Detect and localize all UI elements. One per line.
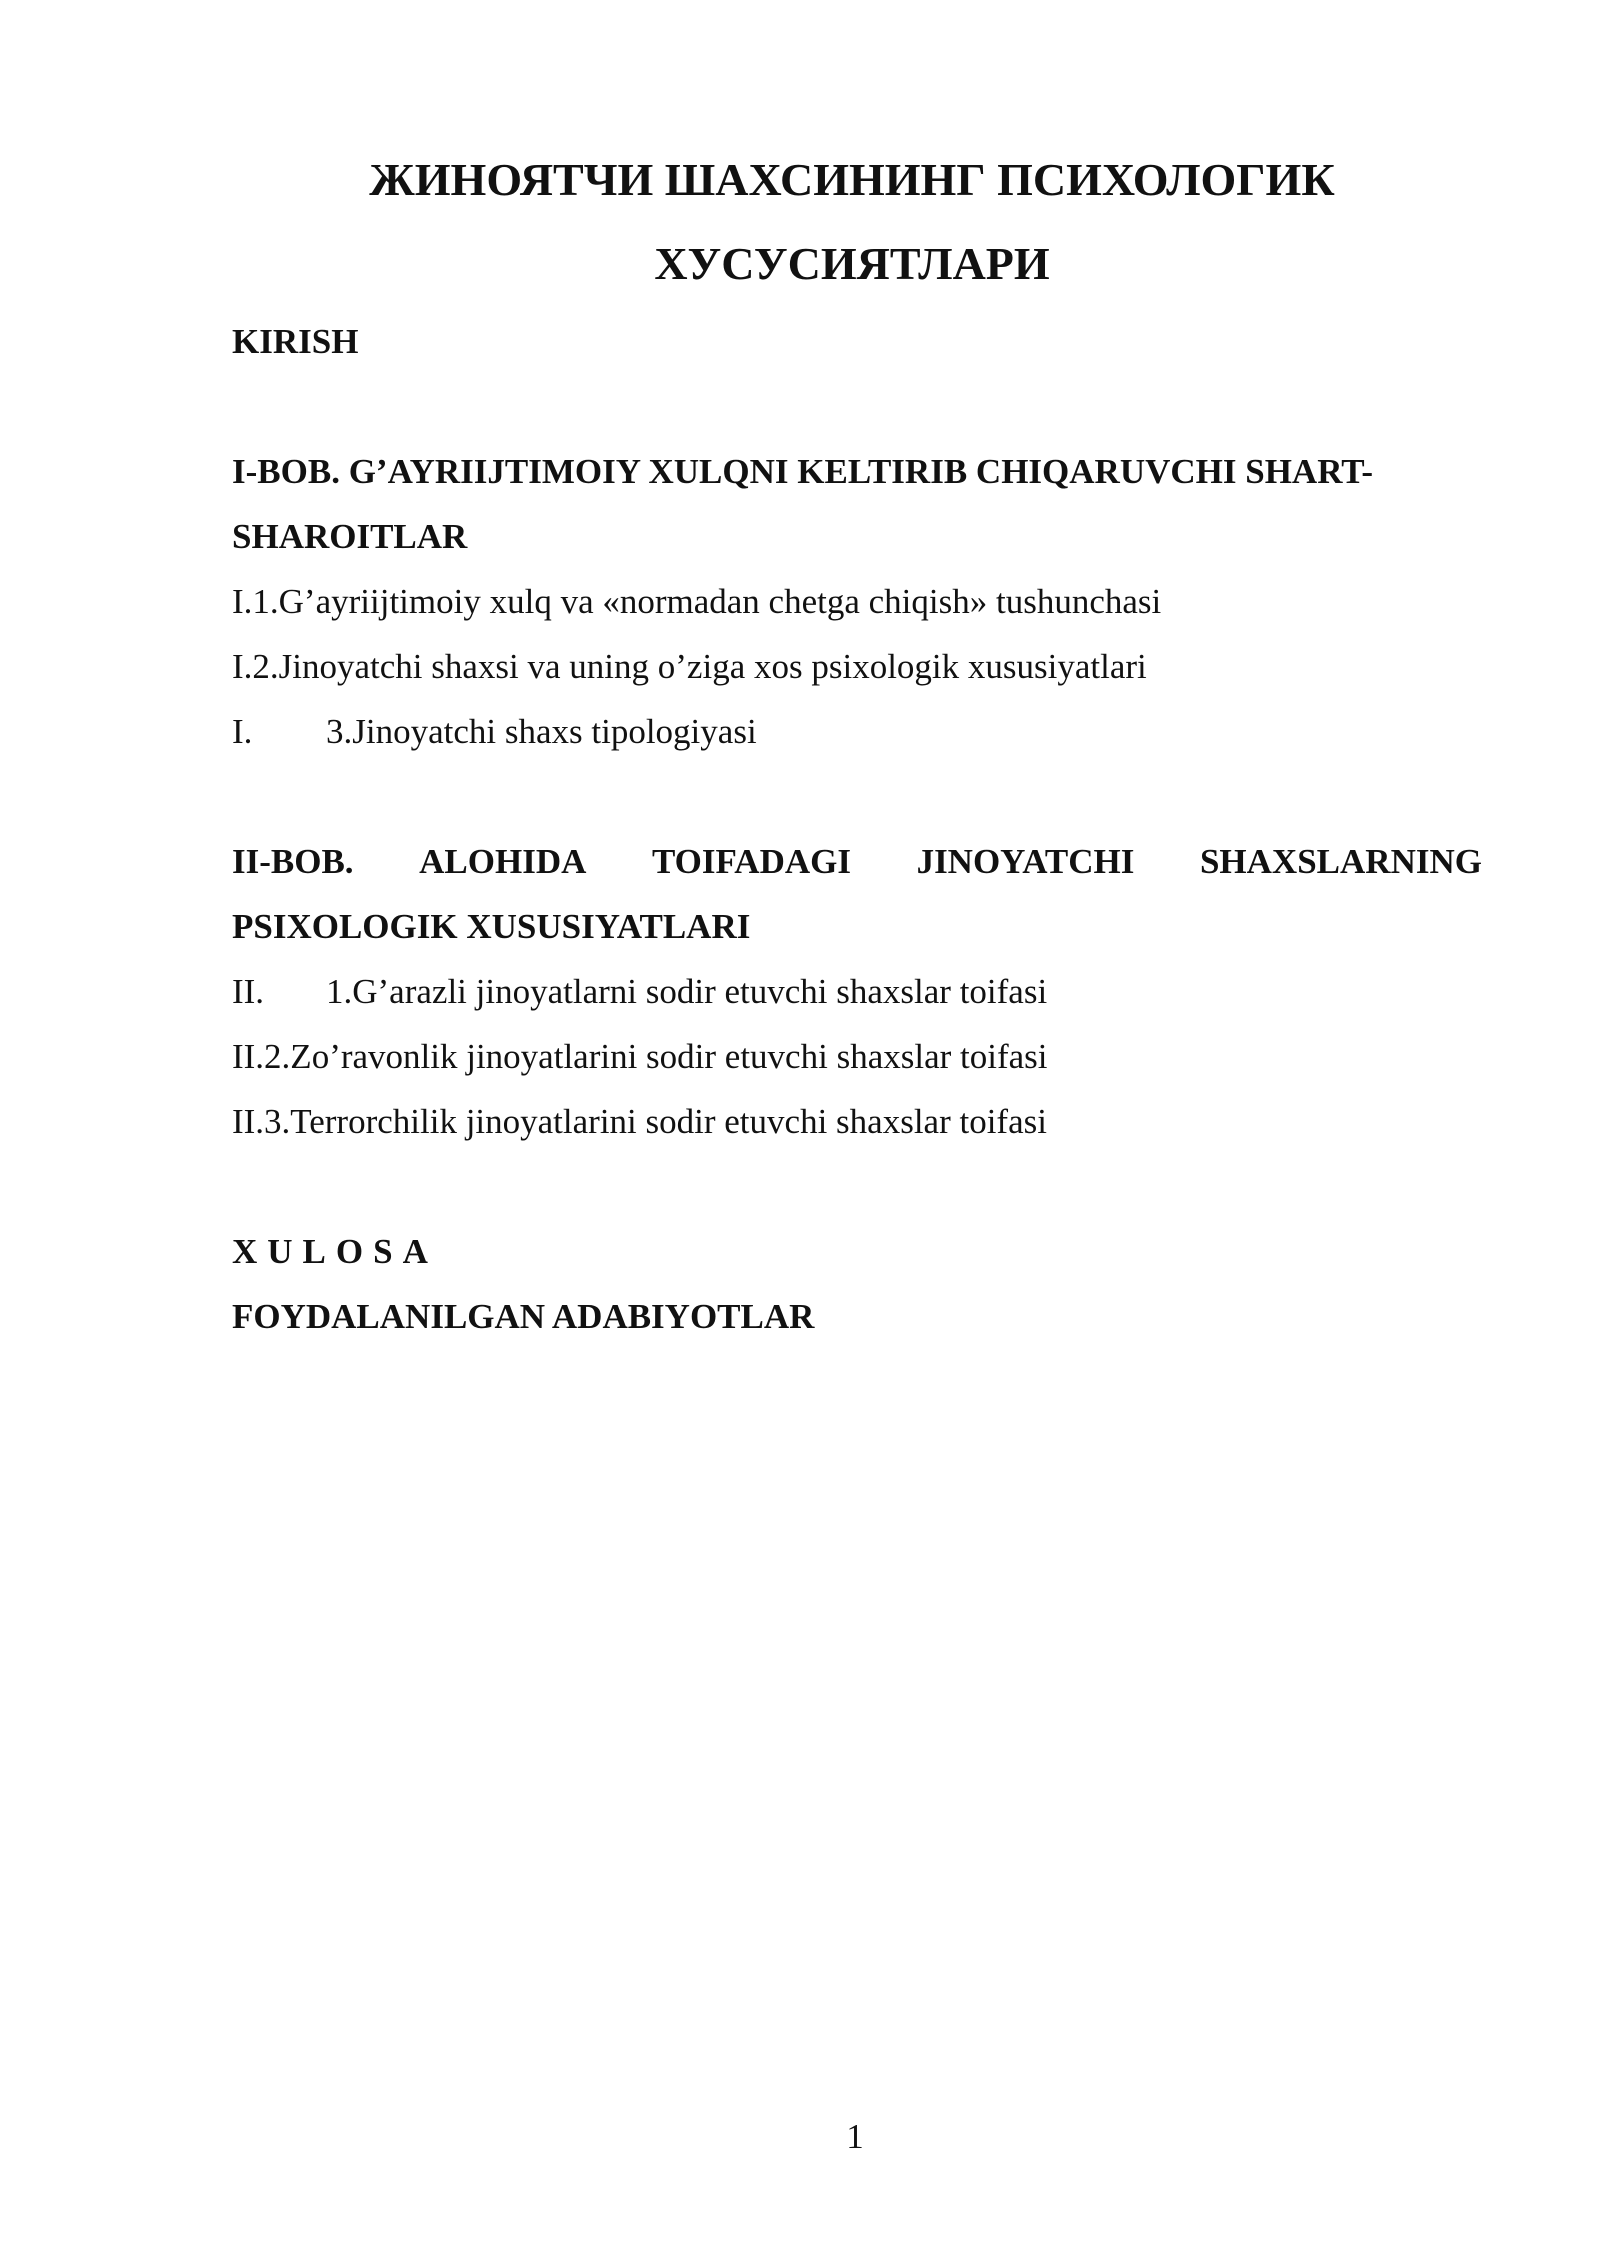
conclusion-heading: XULOSA	[232, 1232, 438, 1271]
document-title-line1: ЖИНОЯТЧИ ШАХСИНИНГ ПСИХОЛОГИК	[369, 154, 1335, 205]
chapter2-item-3: II.3.Terrorchilik jinoyatlarini sodir etuvchi shaxslar toifasi	[232, 1102, 1047, 1141]
chapter2-heading-word-3: TOIFADAGI	[651, 842, 851, 881]
chapter2-heading-word-1: II-BOB.	[232, 842, 354, 881]
chapter1-item-3	[232, 712, 757, 752]
chapter2-heading-line1	[232, 842, 1482, 882]
references-heading: FOYDALANILGAN ADABIYOTLAR	[232, 1297, 815, 1336]
document-title-line2: ХУСУСИЯТЛАРИ	[654, 238, 1050, 289]
chapter2-heading-line2: PSIXOLOGIK XUSUSIYATLARI	[232, 907, 751, 946]
chapter2-heading-word-4: JINOYATCHI	[916, 842, 1135, 881]
page-number: 1	[846, 2117, 864, 2156]
chapter1-item-3-number: I.	[232, 712, 253, 751]
chapter2-item-2: II.2.Zo’ravonlik jinoyatlarini sodir etuvchi shaxslar toifasi	[232, 1037, 1048, 1076]
chapter2-item-1-text: 1.G’arazli jinoyatlarni sodir etuvchi shaxslar toifasi	[326, 972, 1048, 1011]
chapter1-heading-line2: SHAROITLAR	[232, 517, 468, 556]
chapter1-item-3-text: 3.Jinoyatchi shaxs tipologiyasi	[326, 712, 757, 751]
intro-heading: KIRISH	[232, 322, 359, 361]
chapter2-item-1-number: II.	[232, 972, 265, 1011]
chapter1-item-2: I.2.Jinoyatchi shaxsi va uning o’ziga xos psixologik xususiyatlari	[232, 647, 1147, 686]
chapter2-item-1	[232, 972, 1047, 1012]
chapter1-item-1: I.1.G’ayriijtimoiy xulq va «normadan chetga chiqish» tushunchasi	[232, 582, 1162, 621]
chapter1-heading-line1: I-BOB. G’AYRIIJTIMOIY XULQNI KELTIRIB CHIQARUVCHI SHART-	[232, 452, 1374, 491]
chapter2-heading-word-2: ALOHIDA	[419, 842, 587, 881]
chapter2-heading-word-5: SHAXSLARNING	[1199, 842, 1482, 881]
